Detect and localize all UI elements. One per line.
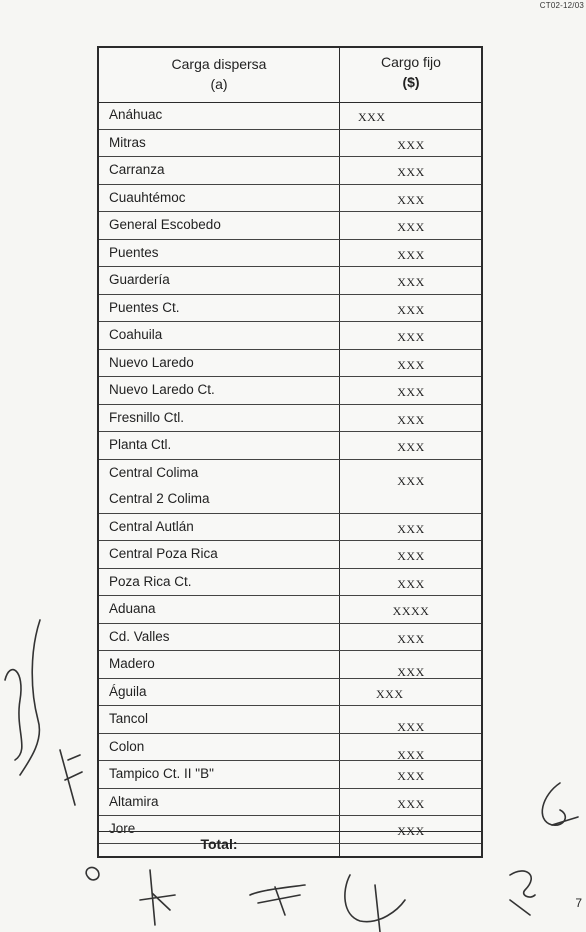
row-label: Coahuila bbox=[109, 327, 163, 342]
table-row bbox=[99, 157, 481, 185]
table-row bbox=[99, 432, 481, 460]
row-label: Tancol bbox=[109, 711, 149, 726]
table-row bbox=[99, 679, 481, 707]
row-value: XXX bbox=[397, 549, 425, 563]
row-value: XXX bbox=[358, 110, 386, 124]
row-label: Central Autlán bbox=[109, 518, 194, 534]
table-row bbox=[99, 405, 481, 433]
table-row bbox=[99, 240, 481, 268]
signature-left-margin bbox=[0, 610, 100, 830]
table-row bbox=[99, 486, 481, 514]
row-label: Carranza bbox=[109, 162, 165, 177]
row-label: Águila bbox=[109, 683, 147, 699]
table-row bbox=[99, 651, 481, 679]
table-row bbox=[99, 322, 481, 350]
row-value: XXX bbox=[397, 275, 425, 289]
row-label: Anáhuac bbox=[109, 107, 163, 122]
row-label: Nuevo Laredo Ct. bbox=[109, 382, 215, 397]
table-row bbox=[99, 130, 481, 158]
row-label: Nuevo Laredo bbox=[109, 354, 194, 370]
table-row bbox=[99, 350, 481, 378]
table-row bbox=[99, 541, 481, 569]
row-label: Mitras bbox=[109, 134, 146, 150]
table-row bbox=[99, 212, 481, 240]
row-value: XXX bbox=[397, 385, 425, 399]
table-body bbox=[99, 102, 481, 844]
row-value: XXX bbox=[397, 247, 425, 262]
table-row bbox=[99, 460, 481, 487]
row-label: Colon bbox=[109, 738, 145, 754]
row-value: XXX bbox=[397, 192, 425, 207]
row-label: Central 2 Colima bbox=[109, 491, 210, 506]
row-value: XXX bbox=[397, 747, 425, 762]
table-row bbox=[99, 295, 481, 323]
table-row bbox=[99, 761, 481, 789]
row-label: Guardería bbox=[109, 272, 170, 287]
row-value: XXX bbox=[397, 576, 425, 591]
row-label: Puentes bbox=[109, 244, 159, 260]
table-row bbox=[99, 734, 481, 762]
initials-bottom-row bbox=[80, 855, 560, 932]
table-row bbox=[99, 185, 481, 213]
table-row bbox=[99, 377, 481, 405]
row-value: XXX bbox=[397, 769, 425, 783]
row-value: XXX bbox=[397, 412, 425, 427]
row-value: XXX bbox=[397, 137, 425, 152]
row-value: XXX bbox=[397, 665, 425, 679]
header-carga-dispersa bbox=[99, 54, 339, 94]
row-value: XXX bbox=[397, 330, 425, 344]
header-left-note: (a) bbox=[210, 76, 228, 92]
row-label: Central Poza Rica bbox=[109, 546, 218, 561]
row-label: General Escobedo bbox=[109, 217, 221, 232]
row-value: XXX bbox=[397, 220, 425, 234]
row-value: XXX bbox=[376, 686, 404, 701]
table-row bbox=[99, 569, 481, 597]
table-row bbox=[99, 514, 481, 542]
table-row bbox=[99, 624, 481, 652]
total-row bbox=[99, 831, 481, 856]
table-row bbox=[99, 596, 481, 624]
page-number: 7 bbox=[575, 896, 582, 910]
row-label: Fresnillo Ctl. bbox=[109, 409, 185, 425]
row-value: XXXX bbox=[392, 604, 430, 618]
table-row bbox=[99, 789, 481, 817]
charges-table bbox=[97, 46, 483, 858]
row-label: Planta Ctl. bbox=[109, 437, 172, 452]
table-row bbox=[99, 706, 481, 734]
row-value: XXX bbox=[397, 165, 425, 179]
row-value: XXX bbox=[397, 631, 425, 646]
row-value: XXX bbox=[397, 824, 425, 838]
table-header bbox=[99, 48, 481, 103]
row-label: Cuauhtémoc bbox=[109, 189, 186, 205]
row-value: XXX bbox=[397, 521, 425, 536]
row-value: XXX bbox=[397, 796, 425, 811]
header-cargo-fijo bbox=[340, 52, 482, 92]
row-value: XXX bbox=[397, 720, 425, 734]
header-left-title: Carga dispersa bbox=[171, 56, 267, 72]
header-right-title: Cargo fijo bbox=[381, 54, 441, 70]
document-code: CT02-12/03 bbox=[539, 1, 584, 10]
row-label: Central Colima bbox=[109, 464, 199, 480]
row-value: XXX bbox=[397, 357, 425, 372]
row-value: XXX bbox=[397, 440, 425, 454]
header-right-unit: ($) bbox=[402, 74, 420, 90]
row-label: Madero bbox=[109, 656, 155, 671]
row-label: Puentes Ct. bbox=[109, 299, 180, 315]
row-label: Altamira bbox=[109, 793, 159, 809]
table-row bbox=[99, 267, 481, 295]
row-value: XXX bbox=[397, 473, 425, 488]
row-label: Tampico Ct. II "B" bbox=[109, 766, 214, 781]
row-value: XXX bbox=[397, 302, 425, 317]
total-label: Total: bbox=[200, 836, 238, 852]
table-row bbox=[99, 102, 481, 130]
signature-right-margin bbox=[530, 775, 586, 835]
row-label: Jore bbox=[109, 821, 136, 836]
row-label: Poza Rica Ct. bbox=[109, 573, 192, 589]
row-label: Cd. Valles bbox=[109, 628, 170, 644]
row-label: Aduana bbox=[109, 601, 156, 616]
